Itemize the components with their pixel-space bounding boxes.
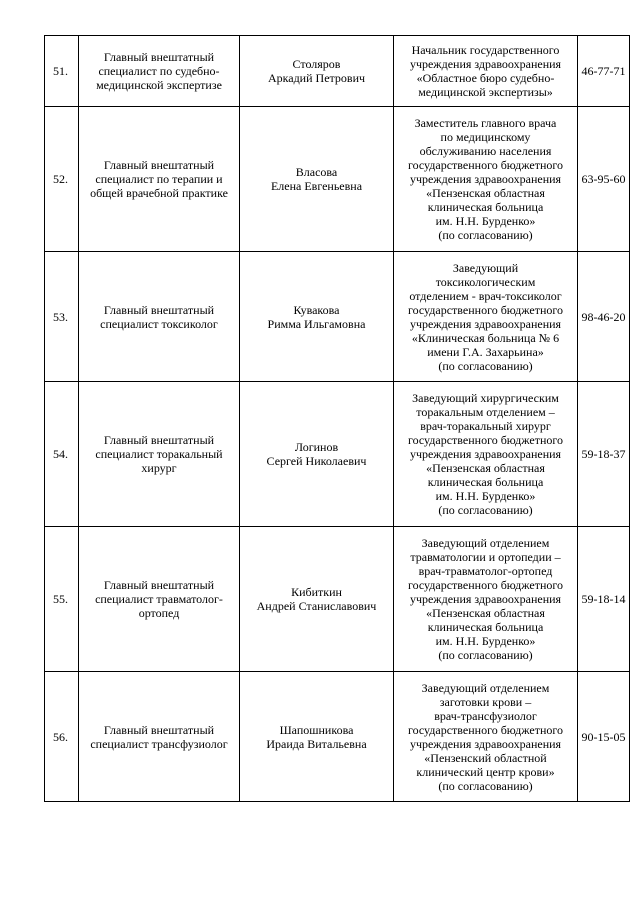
table-row (45, 107, 630, 252)
row-number: 56. (45, 672, 79, 802)
person-name: Шапошникова Ираида Витальевна (240, 672, 394, 802)
phone-number: 98-46-20 (578, 252, 630, 382)
table-row (45, 527, 630, 672)
organization-position: Заместитель главного врача по медицинскому обслуживанию населения государственного бюджетного учреждения здравоохранения «Пензенская областная клиническая больница им. Н.Н. Бурденко» (по согласованию) (394, 107, 578, 252)
organization-position: Заведующий отделением травматологии и ортопедии – врач-травматолог-ортопед государственного бюджетного учреждения здравоохранения «Пензенская областная клиническая больница им. Н.Н. Бурденко» (по согласованию) (394, 527, 578, 672)
row-number: 51. (45, 36, 79, 107)
specialist-title: Главный внештатный специалист по терапии и общей врачебной практике (79, 107, 240, 252)
organization-position: Заведующий хирургическим торакальным отделением – врач-торакальный хирург государственного бюджетного учреждения здравоохранения «Пензенская областная клиническая больница им. Н.Н. Бурденко» (по согласованию) (394, 382, 578, 527)
person-name: Логинов Сергей Николаевич (240, 382, 394, 527)
specialist-title: Главный внештатный специалист травматолог- ортопед (79, 527, 240, 672)
organization-position: Начальник государственного учреждения здравоохранения «Областное бюро судебно- медицинской экспертизы» (394, 36, 578, 107)
person-name: Кувакова Римма Ильгамовна (240, 252, 394, 382)
person-name: Столяров Аркадий Петрович (240, 36, 394, 107)
specialist-title: Главный внештатный специалист токсиколог (79, 252, 240, 382)
organization-position: Заведующий отделением заготовки крови – врач-трансфузиолог государственного бюджетного учреждения здравоохранения «Пензенский областной клинический центр крови» (по согласованию) (394, 672, 578, 802)
person-name: Кибиткин Андрей Станиславович (240, 527, 394, 672)
row-number: 54. (45, 382, 79, 527)
phone-number: 63-95-60 (578, 107, 630, 252)
person-name: Власова Елена Евгеньевна (240, 107, 394, 252)
specialist-title: Главный внештатный специалист торакальный хирург (79, 382, 240, 527)
row-number: 53. (45, 252, 79, 382)
table-row (45, 252, 630, 382)
specialists-table (44, 35, 630, 802)
specialist-title: Главный внештатный специалист по судебно- медицинской экспертизе (79, 36, 240, 107)
phone-number: 90-15-05 (578, 672, 630, 802)
organization-position: Заведующий токсикологическим отделением - врач-токсиколог государственного бюджетного учреждения здравоохранения «Клиническая больница № 6 имени Г.А. Захарьина» (по согласованию) (394, 252, 578, 382)
table-row (45, 36, 630, 107)
table-row (45, 382, 630, 527)
row-number: 55. (45, 527, 79, 672)
table-row (45, 672, 630, 802)
row-number: 52. (45, 107, 79, 252)
phone-number: 59-18-14 (578, 527, 630, 672)
phone-number: 59-18-37 (578, 382, 630, 527)
phone-number: 46-77-71 (578, 36, 630, 107)
specialist-title: Главный внештатный специалист трансфузиолог (79, 672, 240, 802)
